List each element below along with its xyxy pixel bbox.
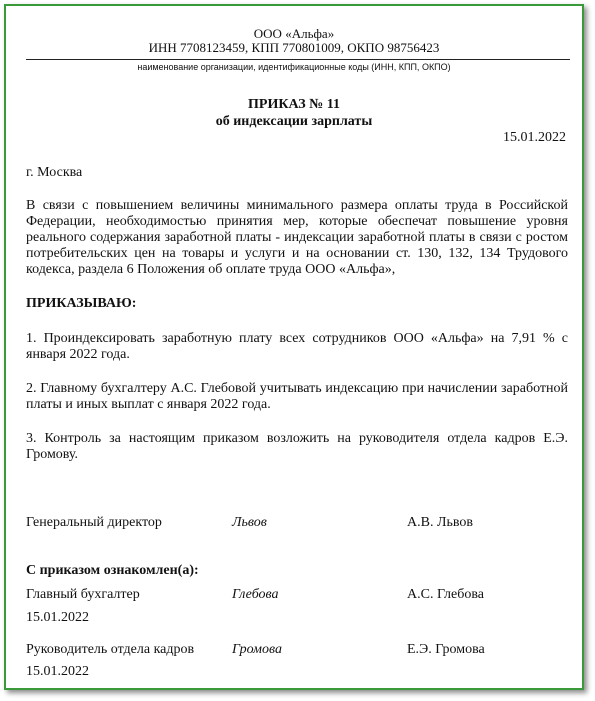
acknowledgement-title: С приказом ознакомлен(а): bbox=[26, 563, 199, 578]
order-item-1: 1. Проиндексировать заработную плату всех сотрудников ООО «Альфа» на 7,91 % с января 2022 года. bbox=[26, 331, 568, 362]
director-signature: Львов bbox=[232, 515, 267, 530]
hr-head-date: 15.01.2022 bbox=[26, 664, 89, 679]
hr-head-position: Руководитель отдела кадров bbox=[26, 642, 195, 657]
order-keyword: ПРИКАЗЫВАЮ: bbox=[26, 296, 137, 311]
organization-name: ООО «Альфа» bbox=[253, 26, 335, 41]
preamble-paragraph: В связи с повышением величины минимального размера оплаты труда в Российской Федерации, необходимостью принятия мер, которые обеспечат повышение уровня реального содержания заработной платы - индексации заработной платы в связи с ростом потребительских цен на товары и услуги и на основании ст. 130, 132, 134 Трудового кодекса, раздела 6 Положения об оплате труда ООО «Альфа», bbox=[26, 198, 568, 277]
order-date: 15.01.2022 bbox=[503, 130, 566, 145]
accountant-position: Главный бухгалтер bbox=[26, 587, 140, 602]
order-subtitle: об индексации зарплаты bbox=[215, 114, 373, 129]
accountant-name: А.С. Глебова bbox=[407, 587, 484, 602]
organization-codes: ИНН 7708123459, КПП 770801009, ОКПО 98756423 bbox=[148, 40, 440, 55]
order-item-3: 3. Контроль за настоящим приказом возложить на руководителя отдела кадров Е.Э. Громову. bbox=[26, 431, 568, 462]
accountant-signature: Глебова bbox=[232, 587, 279, 602]
document-page bbox=[4, 4, 584, 690]
order-city: г. Москва bbox=[26, 165, 83, 180]
header-divider bbox=[26, 59, 570, 60]
order-title: ПРИКАЗ № 11 bbox=[248, 97, 340, 112]
organization-caption: наименование организации, идентификационные коды (ИНН, КПП, ОКПО) bbox=[137, 62, 451, 72]
accountant-date: 15.01.2022 bbox=[26, 610, 89, 625]
director-name: А.В. Львов bbox=[407, 515, 473, 530]
order-item-2: 2. Главному бухгалтеру А.С. Глебовой учитывать индексацию при начислении заработной платы и иных выплат с января 2022 года. bbox=[26, 381, 568, 412]
hr-head-signature: Громова bbox=[232, 642, 282, 657]
hr-head-name: Е.Э. Громова bbox=[407, 642, 485, 657]
director-position: Генеральный директор bbox=[26, 515, 162, 530]
